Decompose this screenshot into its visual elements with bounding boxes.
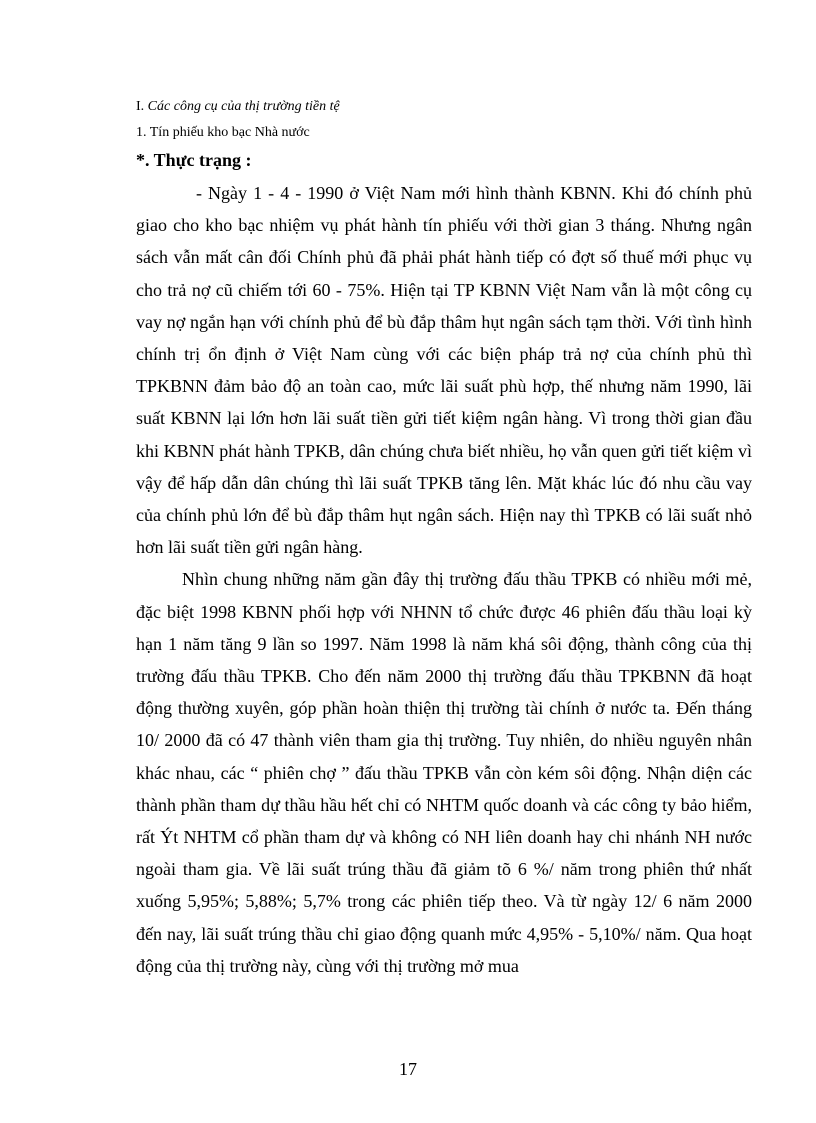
section-number: I. [136, 99, 145, 114]
section-title: Các công cụ của thị trường tiền tệ [147, 99, 340, 114]
subsection-title: 1. Tín phiếu kho bạc Nhà nước [136, 125, 310, 140]
section-heading [136, 97, 752, 117]
paragraph-2: Nhìn chung những năm gần đây thị trường đấu thầu TPKB có nhiều mới mẻ, đặc biệt 1998 KBNN phối hợp với NHNN tổ chức được 46 phiên đấu thầu loại kỳ hạn 1 năm tăng 9 lần so 1997. Năm 1998 là năm khá sôi động, thành công của thị trường đấu thầu TPKB. Cho đến năm 2000 thị trường đấu thầu TPKBNN đã hoạt động thường xuyên, góp phần hoàn thiện thị trường tài chính ở nước ta. Đến tháng 10/ 2000 đã có 47 thành viên tham gia thị trường. Tuy nhiên, do nhiều nguyên nhân khác nhau, các “ phiên chợ ” đấu thầu TPKB vẫn còn kém sôi động. Nhận diện các thành phần tham dự thầu hầu hết chỉ có NHTM quốc doanh và các công ty bảo hiểm, rất Ýt NHTM cổ phần tham dự và không có NH liên doanh hay chi nhánh NH nước ngoài tham gia. Về lãi suất trúng thầu đã giảm tõ 6 %/ năm trong phiên thứ nhất xuống 5,95%; 5,88%; 5,7% trong các phiên tiếp theo. Và từ ngày 12/ 6 năm 2000 đến nay, lãi suất trúng thầu chỉ giao động quanh mức 4,95% - 5,10%/ năm. Qua hoạt động của thị trường này, cùng với thị trường mở mua [136, 569, 752, 976]
status-heading: *. Thực trạng : [136, 150, 252, 170]
paragraph-1: - Ngày 1 - 4 - 1990 ở Việt Nam mới hình thành KBNN. Khi đó chính phủ giao cho kho bạc nhiệm vụ phát hành tín phiếu với thời gian 3 tháng. Nhưng ngân sách vẫn mất cân đối Chính phủ đã phải phát hành tiếp có đợt số thuế mới phục vụ cho trả nợ cũ chiếm tới 60 - 75%. Hiện tại TP KBNN Việt Nam vẫn là một công cụ vay nợ ngắn hạn với chính phủ để bù đắp thâm hụt ngân sách tạm thời. Với tình hình chính trị ổn định ở Việt Nam cùng với các biện pháp trả nợ của chính phủ thì TPKBNN đảm bảo độ an toàn cao, mức lãi suất phù hợp, thế nhưng năm 1990, lãi suất KBNN lại lớn hơn lãi suất tiền gửi tiết kiệm ngân hàng. Vì trong thời gian đầu khi KBNN phát hành TPKB, dân chúng chưa biết nhiều, họ vẫn quen gửi tiết kiệm vì vậy để hấp dẫn dân chúng thì lãi suất TPKB tăng lên. Mặt khác lúc đó nhu cầu vay của chính phủ lớn để bù đắp thâm hụt ngân sách. Hiện nay thì TPKB có lãi suất nhỏ hơn lãi suất tiền gửi ngân hàng. [136, 183, 752, 558]
page-number: 17 [399, 1059, 417, 1079]
page-content [136, 97, 752, 982]
